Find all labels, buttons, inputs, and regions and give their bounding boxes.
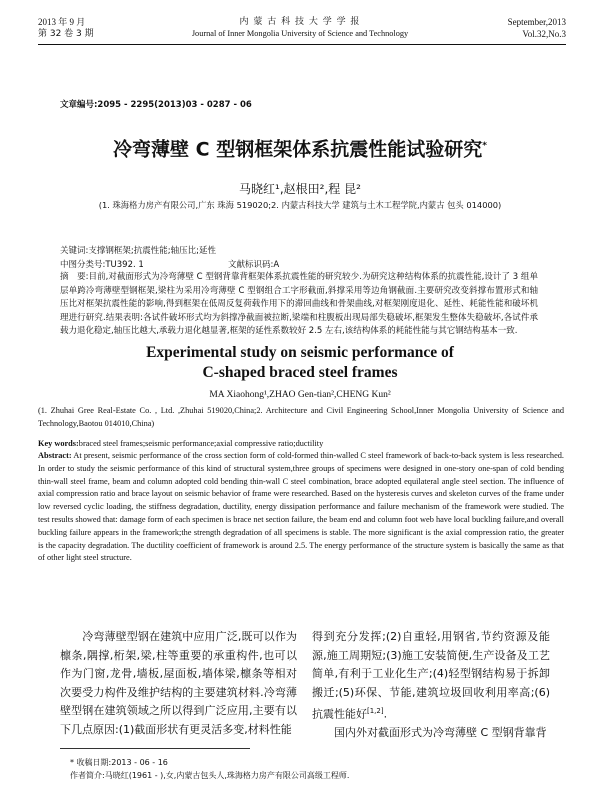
classification-zh: 中图分类号:TU392. 1 [60,260,144,270]
body-column-left: 冷弯薄壁型钢在建筑中应用广泛,既可以作为檩条,隅撑,桁架,梁,柱等重要的承重构件,也可以作为门窗,龙骨,墙板,屋面板,墙体梁,檩条等相对次要受力构件及维护结构的主要建筑材料.冷弯薄壁型钢在建筑领域之所以得到广泛应用,主要有以下几点原因:(1)截面形状有更灵活多变,材料性能 [60,630,297,736]
title-en-line2: C-shaped braced steel frames [202,364,398,381]
journal-name-zh: 内 蒙 古 科 技 大 学 学 报 [239,17,361,27]
body-right-paragraph: 国内外对截面形式为冷弯薄壁 C 型钢背靠背 [312,726,547,740]
volume-issue: 第 32 卷 3 期 [38,29,94,39]
issue-month-en: September,2013 [507,17,566,27]
body-right-text: 得到充分发挥;(2)自重轻,用钢省,节约资源及能源,施工周期短;(3)施工安装简便,生产设备及工艺简单,有利于工业化生产;(4)轻型钢结构易于拆卸搬迁;(5)环保、节能,建筑垃圾回收利用率高;(6)抗震性能好 [312,630,550,721]
abstract-zh: 摘 要:目前,对截面形式为冷弯薄壁 C 型钢背靠背框架体系抗震性能的研究较少.为研究这种结构体系的抗震性能,设计了 3 组单层单跨冷弯薄壁型钢框架,梁柱为采用冷弯薄壁 C 型钢组合工字形截面,斜撑采用等边角钢截面.主要研究改变斜撑布置形式和轴压比对框架抗震性能的影响,得到框架在低周反复荷载作用下的滞回曲线和骨架曲线,对框架刚度退化、延性、耗能性能和破坏机理进行研究.结果表明:各试件破坏形式均为斜撑净截面被拉断,梁端和柱腹板出现局部失稳破坏,框架发生整体失稳破坏,各试件承载力退化稳定,轴压比越大,承载力退化越显著,框架的延性系数较好 2.5 左右,该结构体系的耗能性能与其它钢结构基本一致. [60,272,538,336]
title-en [0,343,600,383]
journal-name-en: Journal of Inner Mongolia University of Science and Technology [191,29,409,38]
header-center [150,16,450,40]
body-column-right: 得到充分发挥;(2)自重轻,用钢省,节约资源及能源,施工周期短;(3)施工安装简便,生产设备及工艺简单,有利于工业化生产;(4)轻型钢结构易于拆卸搬迁;(5)环保、节能,建筑垃圾回收利用率高;(6)抗震性能好[1,2]. 国内外对截面形式为冷弯薄壁 C 型钢背靠背 [312,628,550,743]
header-left [38,16,94,40]
affiliation-en: (1. Zhuhai Gree Real-Estate Co. , Ltd. ,Zhuhai 519020,China;2. Architecture and Civil Engineering School,Inner Mongolia University of Science and Technology,Baotou 014010,China) [38,406,564,428]
footnote-received: * 收稿日期:2013 - 06 - 16 [70,758,168,767]
keywords-en [38,438,564,450]
footnote-rule [60,748,250,749]
article-id: 文章编号:2095 - 2295(2013)03 - 0287 - 06 [60,100,252,110]
abstract-en [38,450,564,565]
volume-number-en: Vol.32,No.3 [522,29,566,39]
title-footnote-mark: * [482,141,487,151]
keywords-en-text: braced steel frames;seismic performance;axial compressive ratio;ductility [78,439,324,448]
title-en-line1: Experimental study on seismic performance of [146,344,454,361]
keywords-en-label: Key words: [38,439,79,448]
abstract-en-label: Abstract: [38,451,72,460]
footnote-author: 作者简介:马晓红(1961 - ),女,内蒙古包头人,珠海格力房产有限公司高级工程师. [70,771,350,780]
abstract-en-text: At present, seismic performance of the cross section form of cold-formed thin-walled C steel framework of back-to-back system is less researched. In order to study the seismic performance of this kind of structural system,three groups of specimens were designed in one-story one-span of cold bending thin-wall steel frame, beam and column adopted cold bending thin-wall C steel combination, brace adopted equilateral angle steel section. The influence of axial compression ratio and brace layout on seismic behavior of frame were researched. Based on the hysteresis curves and skeleton curves of the frame under low reversed cyclic loading, the stiffness degradation, ductility, energy dissipation performance and failure mechanism of the framework were studied. The test results showed that: damage form of each specimen is brace net section failure, the beam end and column foot web have local buckling failure,and overall buckling failure appears in the framework;the strength degradation of all specimens is stable. The more significant is the axial compression ratio, the greater is the capacity degradation. The ductility coefficient of framework is around 2.5. The energy performance of the structure system is basically the same as that of other light steel structure. [38,451,564,563]
issue-date: 2013 年 9 月 [38,17,86,27]
authors-zh: 马晓红¹,赵根田²,程 昆² [239,182,361,196]
title-zh-text: 冷弯薄壁 C 型钢框架体系抗震性能试验研究 [113,138,483,161]
document-code-zh: 文献标识码:A [228,260,280,270]
title-zh [0,134,600,161]
header-rule [38,44,566,45]
keywords-zh: 关键词:支撑钢框架;抗震性能;轴压比;延性 [60,246,216,256]
affiliation-zh: (1. 珠海格力房产有限公司,广东 珠海 519020;2. 内蒙古科技大学 建筑与土木工程学院,内蒙古 包头 014000) [98,200,502,210]
citation-ref: [1,2] [367,707,384,715]
header-right [508,16,566,40]
authors-en: MA Xiaohong¹,ZHAO Gen-tian²,CHENG Kun² [209,390,391,400]
